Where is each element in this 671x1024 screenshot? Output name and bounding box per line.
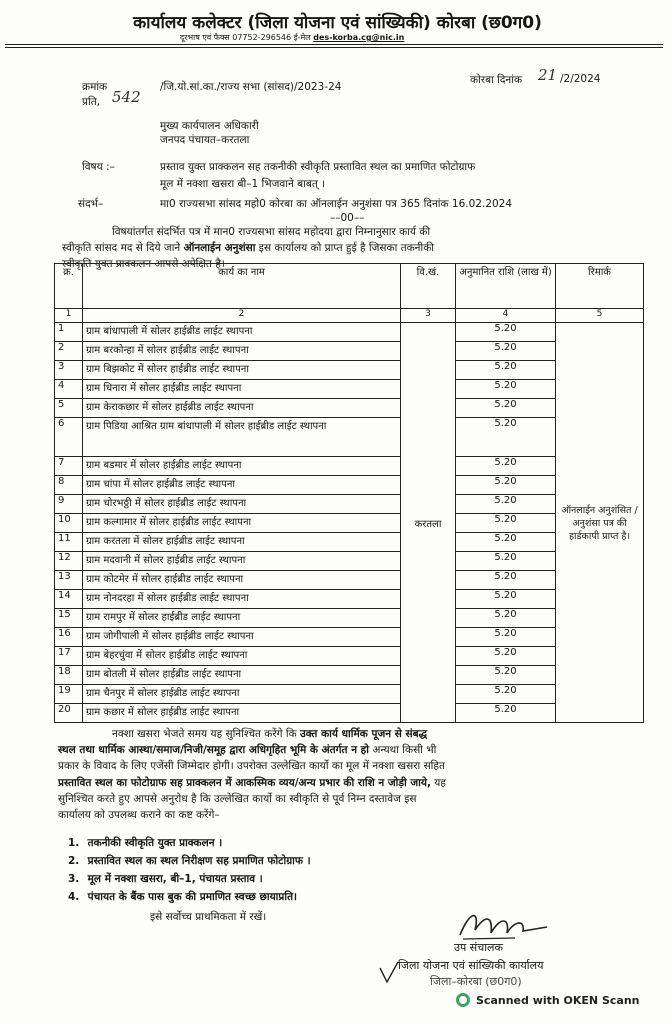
table-row <box>55 476 644 495</box>
row-amount: 5.20 <box>456 361 556 380</box>
document-text: पंचायत के बैंक पास बुक की प्रमाणित स्वच्छ छायाप्रति। <box>87 891 298 903</box>
closing-line: इसे सर्वोच्च प्राथमिकता में रखें। <box>150 911 267 923</box>
row-work-name: ग्राम कोटमेर में सोलर हाईब्रीड लाईट स्थापना <box>83 571 401 590</box>
row-serial: 5 <box>55 399 83 418</box>
row-work-name: ग्राम बरकोन्हा में सोलर हाईब्रीड लाईट स्थापना <box>83 342 401 361</box>
document-item <box>68 890 297 904</box>
body-line2 <box>58 743 436 757</box>
table-row <box>55 552 644 571</box>
body-line2-part2: अन्यथा किसी भी <box>368 744 437 756</box>
table-row <box>55 666 644 685</box>
place-date-label: कोरबा दिनांक <box>470 74 523 86</box>
table-row <box>55 628 644 647</box>
scanner-watermark-text: Scanned with OKEN Scann <box>476 993 640 1007</box>
table-row <box>55 361 644 380</box>
subject-line1: प्रस्ताव युक्त प्राक्कलन सह तकनीकी स्वीकृति प्रस्तावित स्थल का प्रमाणित फोटोग्राफ <box>160 161 476 173</box>
row-work-name: ग्राम चोरभठ्ठी में सोलर हाईब्रीड लाईट स्थापना <box>83 495 401 514</box>
row-serial: 20 <box>55 704 83 723</box>
table-row <box>55 342 644 361</box>
row-amount: 5.20 <box>456 495 556 514</box>
intro-line2-part3: इस कार्यालय को प्राप्त हुई है जिसका तकनीकी <box>255 242 434 254</box>
row-amount: 5.20 <box>456 514 556 533</box>
row-serial: 12 <box>55 552 83 571</box>
signature-district: जिला–कोरबा (छ0ग0) <box>430 975 522 988</box>
col-number: 2 <box>83 309 401 323</box>
addressee-line2: जनपद पंचायत–करतला <box>160 134 250 146</box>
date-handwritten: 21 <box>538 66 558 84</box>
row-work-name: ग्राम केराकछार में सोलर हाईब्रीड लाईट स्थापना <box>83 399 401 418</box>
row-amount: 5.20 <box>456 685 556 704</box>
header-work-name: कार्य का नाम <box>83 264 401 309</box>
row-work-name: ग्राम चैनपुर में सोलर हाईब्रीड लाईट स्थापना <box>83 685 401 704</box>
table-row <box>55 571 644 590</box>
subject-line2: मूल में नक्शा खसरा बी–1 भिजवाने बाबत् । <box>160 178 326 190</box>
col-number: 3 <box>401 309 456 323</box>
row-serial: 2 <box>55 342 83 361</box>
row-work-name: ग्राम कल्गामार में सोलर हाईब्रीड लाईट स्थापना <box>83 514 401 533</box>
header-rule-bottom <box>5 47 663 48</box>
row-amount: 5.20 <box>456 647 556 666</box>
document-text: मूल में नक्शा खसरा, बी–1, पंचायत प्रस्ताव । <box>87 873 263 885</box>
reference-divider: ––00–– <box>330 212 365 224</box>
contact-email: des-korba.cg@nic.in <box>313 33 405 42</box>
row-serial: 6 <box>55 418 83 457</box>
row-work-name: ग्राम धिनारा में सोलर हाईब्रीड लाईट स्थापना <box>83 380 401 399</box>
row-serial: 15 <box>55 609 83 628</box>
row-serial: 14 <box>55 590 83 609</box>
document-number: 2. <box>68 855 80 867</box>
body-line4 <box>58 776 446 790</box>
addressee-line1: मुख्य कार्यपालन अधिकारी <box>160 120 259 132</box>
header-block: वि.खं. <box>401 264 456 309</box>
row-work-name: ग्राम बिझकोट में सोलर हाईब्रीड लाईट स्थापना <box>83 361 401 380</box>
body-line2-bold: स्थल तथा धार्मिक आस्था/समाज/निजी/समूह द्वारा अधिगृहित भूमि के अंतर्गत न हो <box>58 744 369 756</box>
col-number: 5 <box>556 309 644 323</box>
row-amount: 5.20 <box>456 533 556 552</box>
row-amount: 5.20 <box>456 323 556 342</box>
row-amount: 5.20 <box>456 399 556 418</box>
row-amount: 5.20 <box>456 418 556 457</box>
office-contact <box>180 32 404 43</box>
table-row <box>55 590 644 609</box>
date-rest: /2/2024 <box>560 73 601 85</box>
table-row <box>55 533 644 552</box>
body-line6: कार्यालय को उपलब्ध कराने का कष्ट करेंगे– <box>58 809 220 821</box>
row-amount: 5.20 <box>456 380 556 399</box>
row-serial: 17 <box>55 647 83 666</box>
signature-tick-mark <box>378 960 400 986</box>
row-serial: 7 <box>55 457 83 476</box>
table-row <box>55 418 644 457</box>
document-number: 4. <box>68 891 80 903</box>
signature-office: जिला योजना एवं सांख्यिकी कार्यालय <box>398 959 544 972</box>
office-title: कार्यालय कलेक्टर (जिला योजना एवं सांख्यिकी) कोरबा (छ0ग0) <box>133 13 542 33</box>
table-row <box>55 609 644 628</box>
row-serial: 4 <box>55 380 83 399</box>
table-row <box>55 380 644 399</box>
document-item <box>68 836 222 850</box>
row-work-name: ग्राम बेहरचुंवा में सोलर हाईब्रीड लाईट स्थापना <box>83 647 401 666</box>
intro-online-recommendation: ऑनलाईन अनुशंसा <box>183 242 256 254</box>
row-amount: 5.20 <box>456 666 556 685</box>
intro-line2 <box>62 241 434 255</box>
intro-line1: विषयांतर्गत संदर्भित पत्र में मान0 राज्यसभा सांसद महोदया द्वारा निम्नानुसार कार्य की <box>112 226 431 238</box>
row-serial: 10 <box>55 514 83 533</box>
body-line3: प्रकार के विवाद के लिए एजेंसी जिम्मेदार होगी। उपरोक्त उल्लेखित कार्यो का मूल में नक्शा खसरा सहित <box>58 760 445 772</box>
table-row <box>55 685 644 704</box>
table-row <box>55 647 644 666</box>
signature-designation: उप संचालक <box>454 941 503 954</box>
row-work-name: ग्राम चांपा में सोलर हाईब्रीड लाईट स्थापना <box>83 476 401 495</box>
row-amount: 5.20 <box>456 476 556 495</box>
document-text: प्रस्तावित स्थल का स्थल निरीक्षण सह प्रमाणित फोटोग्राफ । <box>87 855 311 867</box>
reference-label: संदर्भ– <box>78 198 104 210</box>
row-amount: 5.20 <box>456 704 556 723</box>
table-row <box>55 323 644 342</box>
table-row <box>55 495 644 514</box>
row-work-name: ग्राम बांधापाली में सोलर हाईब्रीड लाईट स्थापना <box>83 323 401 342</box>
col-number: 4 <box>456 309 556 323</box>
row-amount: 5.20 <box>456 628 556 647</box>
row-serial: 3 <box>55 361 83 380</box>
row-work-name: ग्राम बोतली में सोलर हाईब्रीड लाईट स्थापना <box>83 666 401 685</box>
row-work-name: ग्राम बडमार में सोलर हाईब्रीड लाईट स्थापना <box>83 457 401 476</box>
body-line1-bold: उक्त कार्य धार्मिक पूजन से संबद्ध <box>300 728 427 740</box>
row-work-name: ग्राम नोनदरहा में सोलर हाईब्रीड लाईट स्थापना <box>83 590 401 609</box>
contact-phone: दूरभाष एवं फैक्स 07752-296546 ई-मेल <box>180 33 311 42</box>
reference-text: मा0 राज्यसभा सांसद महो0 कोरबा का ऑनलाईन अनुशंसा पत्र 365 दिनांक 16.02.2024 <box>160 198 513 210</box>
row-work-name: ग्राम पिडिया आश्रित ग्राम बांधापाली में सोलर हाईब्रीड लाईट स्थापना <box>83 418 401 457</box>
row-amount: 5.20 <box>456 609 556 628</box>
document-item <box>68 854 311 868</box>
row-serial: 11 <box>55 533 83 552</box>
table-row <box>55 399 644 418</box>
row-work-name: ग्राम कछार में सोलर हाईब्रीड लाईट स्थापना <box>83 704 401 723</box>
header-remark: रिमार्क <box>556 264 644 309</box>
prati-label: प्रति, <box>82 96 101 108</box>
row-amount: 5.20 <box>456 457 556 476</box>
scanner-watermark <box>456 993 640 1007</box>
row-serial: 16 <box>55 628 83 647</box>
row-amount: 5.20 <box>456 552 556 571</box>
row-serial: 1 <box>55 323 83 342</box>
works-table <box>54 263 644 723</box>
table-row <box>55 704 644 723</box>
row-serial: 8 <box>55 476 83 495</box>
body-line1-part1: नक्शा खसरा भेजते समय यह सुनिश्चित करेंगे कि <box>112 728 301 740</box>
document-text: तकनीकी स्वीकृति युक्त प्राक्कलन । <box>87 837 223 849</box>
kramank-rest: /जि.यो.सां.का./राज्य सभा (सांसद)/2023-24 <box>160 81 342 93</box>
row-work-name: ग्राम करतला में सोलर हाईब्रीड लाईट स्थापना <box>83 533 401 552</box>
subject-label: विषय :– <box>82 161 115 173</box>
signature-scribble <box>455 905 555 945</box>
row-amount: 5.20 <box>456 342 556 361</box>
intro-line2-part1: स्वीकृति सांसद मद से दिये जाने <box>62 242 184 254</box>
document-number: 3. <box>68 873 80 885</box>
row-serial: 13 <box>55 571 83 590</box>
table-row <box>55 457 644 476</box>
header-rule-top <box>5 44 663 45</box>
row-remark: ऑनलाईन अनुशंसित /अनुशंसा पत्र की हार्डकापी प्राप्त है। <box>556 323 644 723</box>
header-amount: अनुमानित राशि (लाख में) <box>456 264 556 309</box>
header-sn: क्र. <box>55 264 83 309</box>
scanner-logo-icon <box>456 993 470 1007</box>
document-item <box>68 872 263 886</box>
kramank-label: क्रमांक <box>82 81 108 93</box>
row-work-name: ग्राम मदवानी में सोलर हाईब्रीड लाईट स्थापना <box>83 552 401 571</box>
table-row <box>55 514 644 533</box>
row-block: करतला <box>401 323 456 723</box>
body-line1 <box>112 727 427 741</box>
body-line5: सुनिश्चित करते हुए आपसे अनुरोध है कि उल्लेखित कार्यो का स्वीकृति से पूर्व निम्न दस्तावेज इस <box>58 793 417 805</box>
row-work-name: ग्राम जोगीपाली में सोलर हाईब्रीड लाईट स्थापना <box>83 628 401 647</box>
col-number: 1 <box>55 309 83 323</box>
body-line4-part2: यह <box>430 777 446 789</box>
intro-line3: स्वीकृति युक्त प्राक्कलन आपसे अपेक्षित है। <box>62 258 225 270</box>
row-serial: 19 <box>55 685 83 704</box>
body-line4-bold: प्रस्तावित स्थल का फोटोग्राफ सह प्राक्कलन में आकस्मिक व्यय/अन्य प्रभार की राशि न जोड़ी जाये, <box>58 777 431 789</box>
row-serial: 18 <box>55 666 83 685</box>
kramank-number: 542 <box>112 88 141 106</box>
document-number: 1. <box>68 837 80 849</box>
row-work-name: ग्राम रामपुर में सोलर हाईब्रीड लाईट स्थापना <box>83 609 401 628</box>
row-amount: 5.20 <box>456 571 556 590</box>
row-serial: 9 <box>55 495 83 514</box>
row-amount: 5.20 <box>456 590 556 609</box>
